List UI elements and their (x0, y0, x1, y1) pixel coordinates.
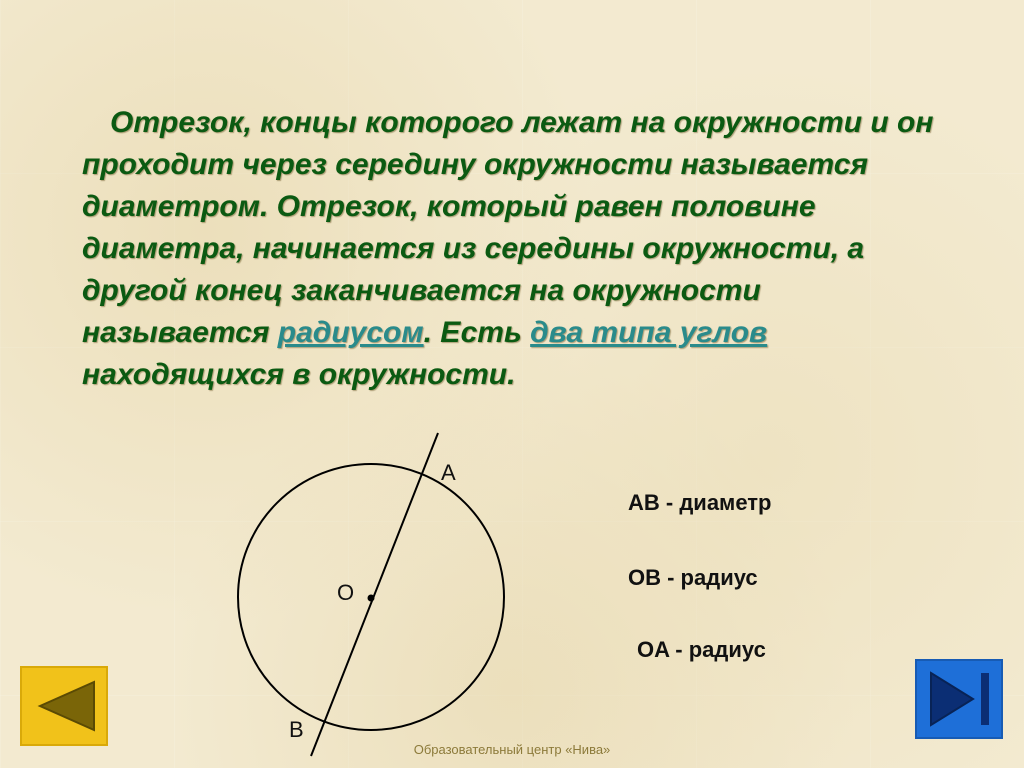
center-point (368, 595, 375, 602)
footer-credit: Образовательный центр «Нива» (413, 742, 611, 757)
diameter-line (311, 433, 438, 756)
paragraph-text-3: находящихся в окружности. (82, 358, 516, 391)
label-point-a: A (441, 460, 456, 485)
label-point-b: B (289, 717, 304, 742)
label-point-o: O (337, 580, 355, 605)
end-button[interactable] (915, 659, 1003, 739)
skip-to-end-icon (917, 661, 1001, 737)
back-button[interactable] (20, 666, 108, 746)
legend-diameter: AB - диаметр (628, 490, 772, 515)
triangle-left-icon (22, 668, 106, 744)
paragraph-text-2: . Есть (423, 316, 531, 349)
angle-types-link[interactable]: два типа углов (530, 316, 768, 349)
legend-radius-ob: OB - радиус (628, 565, 758, 590)
paragraph-text-1: Отрезок, концы которого лежат на окружности и он проходит через середину окружности называется диаметром. Отрезок, который равен половине диаметра, начинается из середины окружности, а другой конец заканчивается на окружности называется (82, 106, 934, 349)
radius-link[interactable]: радиусом (277, 316, 424, 349)
legend-radius-oa: OA - радиус (637, 637, 766, 662)
